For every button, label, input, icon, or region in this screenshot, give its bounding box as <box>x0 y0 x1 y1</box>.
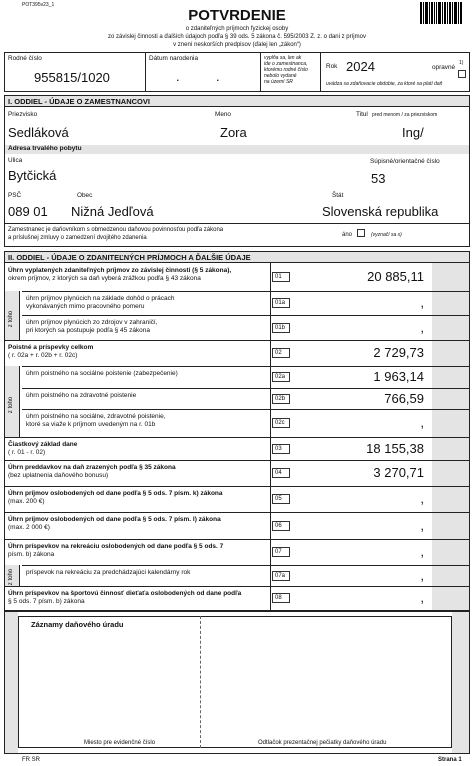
row-code-02c: 02c <box>272 418 290 428</box>
row-code-08: 08 <box>272 593 290 603</box>
row-divider <box>4 512 470 513</box>
row-label-line: ( r. 02a + r. 02b + r. 02c) <box>8 352 78 359</box>
row-label-line: úhrn príjmov plynúcich zo zdrojov v zahraničí, <box>26 319 158 326</box>
corrected-checkbox[interactable] <box>458 70 466 78</box>
treaty-yes-label: áno <box>342 232 353 238</box>
row-label <box>26 413 165 429</box>
row-label <box>8 441 77 457</box>
row-code-02: 02 <box>272 348 290 358</box>
office-records-box <box>18 616 452 748</box>
row-value-02c[interactable]: , <box>420 415 424 430</box>
row-label-line: Úhrn príspevkov na športovú činnosť dieťaťa oslobodených od dane podľa <box>8 590 242 597</box>
row-label-line: ( r. 01 - r. 02) <box>8 449 46 456</box>
income-row-13 <box>4 586 470 610</box>
city-label: Obec <box>77 192 93 199</box>
row-label <box>26 569 190 577</box>
degree-sublabel: pred menom / za priezviskom <box>372 112 438 118</box>
section-2-title: II. ODDIEL - ÚDAJE O ZDANITEĽNÝCH PRÍJMOCH A ĎALŠIE ÚDAJE <box>8 253 251 262</box>
corrected-mark: 1) <box>459 60 464 66</box>
income-row-12 <box>4 565 470 586</box>
income-row-3 <box>4 340 470 366</box>
row-label <box>8 590 241 606</box>
row-label <box>8 267 231 283</box>
row-label <box>26 319 158 335</box>
row-label-line: písm. b) zákona <box>8 551 55 558</box>
row-divider <box>4 437 470 438</box>
place-label: Miesto pre evidenčné číslo <box>84 740 156 746</box>
income-row-10 <box>4 512 470 539</box>
row-label <box>8 490 223 506</box>
row-value-04[interactable]: 3 270,71 <box>373 465 424 480</box>
section-1-title: I. ODDIEL - ÚDAJE O ZAMESTNANCOVI <box>8 97 150 106</box>
row-label <box>8 344 93 360</box>
surname-label: Priezvisko <box>8 111 38 118</box>
row-label-line: Úhrn príspevkov na rekreáciu oslobodených od dane podľa § 5 ods. 7 <box>8 543 224 550</box>
row-code-07a: 07a <box>272 571 290 581</box>
name-label: Meno <box>215 111 231 118</box>
row-code-01a: 01a <box>272 298 290 308</box>
country-value[interactable]: Slovenská republika <box>322 204 439 219</box>
treaty-line-1: Zamestnanec je daňovníkom s obmedzenou daňovou povinnosťou podľa zákona <box>8 227 224 233</box>
row-divider <box>4 340 470 341</box>
income-row-4 <box>4 366 470 388</box>
stamp-label: Odtlačok prezentačnej pečiatky daňového úradu <box>258 740 387 746</box>
income-row-0 <box>4 263 470 291</box>
treaty-hint: (vyznačí sa x) <box>371 232 402 238</box>
row-divider <box>22 565 470 566</box>
row-label-line: Poistné a príspevky celkom <box>8 344 94 351</box>
row-label-line: úhrn poistného na sociálne, zdravotné poistenie, <box>26 413 166 420</box>
street-value[interactable]: Bytčická <box>8 168 57 183</box>
row-divider <box>4 586 470 587</box>
row-divider <box>4 460 470 461</box>
side-label-1: z toho <box>8 310 14 328</box>
row-label <box>26 392 136 400</box>
row-divider <box>22 315 470 316</box>
side-label-3: z toho <box>8 568 14 586</box>
row-value-01a[interactable]: , <box>420 295 424 310</box>
row-label-line: § 5 ods. 7 písm. b) zákona <box>8 598 85 605</box>
office-title: Záznamy daňového úradu <box>31 620 124 629</box>
row-code-05: 05 <box>272 494 290 504</box>
birth-date-dot-1[interactable]: . <box>176 69 180 84</box>
surname-value[interactable]: Sedláková <box>8 125 69 140</box>
year-label: Rok <box>326 63 338 70</box>
row-divider <box>22 366 470 367</box>
row-value-02a[interactable]: 1 963,14 <box>373 369 424 384</box>
row-label <box>8 543 223 559</box>
row-value-02[interactable]: 2 729,73 <box>373 345 424 360</box>
row-label <box>26 295 175 311</box>
row-value-07a[interactable]: , <box>420 568 424 583</box>
treaty-checkbox[interactable] <box>357 229 365 237</box>
year-value[interactable]: 2024 <box>346 59 375 74</box>
address-label: Adresa trvalého pobytu <box>8 145 82 152</box>
zip-label: PSČ <box>8 192 22 199</box>
row-divider <box>22 409 470 410</box>
row-value-03[interactable]: 18 155,38 <box>366 441 424 456</box>
row-label-line: Úhrn príjmov oslobodených od dane podľa § 5 ods. 7 písm. k) zákona <box>8 490 223 497</box>
income-row-8 <box>4 460 470 486</box>
row-value-02b[interactable]: 766,59 <box>384 391 424 406</box>
page-number: Strana 1 <box>438 757 462 763</box>
year-note: uvádza sa zdaňovacie obdobie, za ktoré sa platí daň <box>326 81 443 87</box>
income-row-11 <box>4 539 470 565</box>
row-label-line: Úhrn preddavkov na daň zrazených podľa § 35 zákona <box>8 464 176 471</box>
subtitle-line-1: o zdaniteľných príjmoch fyzickej osoby <box>185 26 289 32</box>
side-label-2: z toho <box>8 396 14 414</box>
row-label-line: príspevok na rekreáciu za predchádzajúci kalendárny rok <box>26 569 191 576</box>
row-label-line: Čiastkový základ dane <box>8 441 78 448</box>
house-number-label: Súpisné/orientačné číslo <box>370 158 440 165</box>
row-value-08[interactable]: , <box>420 590 424 605</box>
row-code-04: 04 <box>272 468 290 478</box>
income-row-9 <box>4 486 470 512</box>
form-code: POT395v23_1 <box>22 2 55 8</box>
row-label <box>26 370 178 378</box>
row-code-02b: 02b <box>272 394 290 404</box>
degree-value[interactable]: Ing/ <box>402 125 424 140</box>
row-label <box>8 464 176 480</box>
row-value-01[interactable]: 20 885,11 <box>367 269 424 284</box>
zip-value[interactable]: 089 01 <box>8 204 48 219</box>
birth-date-label: Dátum narodenia <box>149 55 199 62</box>
birth-date-dot-2[interactable]: . <box>216 69 220 84</box>
income-row-7 <box>4 437 470 460</box>
footer-code: FR SR <box>22 757 40 763</box>
row-value-07[interactable]: , <box>420 544 424 559</box>
row-code-03: 03 <box>272 444 290 454</box>
row-divider <box>4 486 470 487</box>
foreign-note: vyplňa sa, len ak ide o zamestnanca, ktorému rodné číslo nebolo vydané na území SR <box>264 55 308 85</box>
corrected-label: opravné <box>432 64 456 71</box>
row-label-line: (max. 2 000 €) <box>8 524 50 531</box>
row-label-line: (max. 200 €) <box>8 498 45 505</box>
income-row-6 <box>4 409 470 437</box>
row-label-line: vykonávaných mimo pracovného pomeru <box>26 303 145 310</box>
row-divider <box>22 291 470 292</box>
subtitle-line-2: zo závislej činnosti a ďalších údajoch podľa § 39 ods. 5 zákona č. 595/2003 Z. z. o dani z príjmov <box>108 34 366 40</box>
row-code-06: 06 <box>272 521 290 531</box>
row-label-line: Úhrn príjmov oslobodených od dane podľa § 5 ods. 7 písm. l) zákona <box>8 516 221 523</box>
city-value[interactable]: Nižná Jedľová <box>71 204 154 219</box>
row-label-line: pri ktorých sa postupuje podľa § 45 zákona <box>26 327 151 334</box>
row-label-line: úhrn príjmov plynúcich na základe dohôd o prácach <box>26 295 175 302</box>
row-code-02a: 02a <box>272 372 290 382</box>
birth-number-label: Rodné číslo <box>8 55 42 62</box>
row-value-06[interactable]: , <box>420 518 424 533</box>
degree-label: Titul <box>356 111 368 118</box>
income-row-2 <box>4 315 470 340</box>
row-value-05[interactable]: , <box>420 491 424 506</box>
row-label-line: okrem príjmov, z ktorých sa daň vyberá zrážkou podľa § 43 zákona <box>8 275 201 282</box>
row-label-line: ktoré sa viaže k príjmom uvedeným na r. 01b <box>26 421 156 428</box>
form-title: POTVRDENIE <box>188 7 286 24</box>
income-row-5 <box>4 388 470 409</box>
name-value[interactable]: Zora <box>220 125 247 140</box>
row-label-line: Úhrn vyplatených zdaniteľných príjmov zo závislej činnosti (§ 5 zákona), <box>8 267 232 274</box>
row-label <box>8 516 221 532</box>
row-divider <box>4 539 470 540</box>
birth-number[interactable]: 955815/1020 <box>34 70 110 85</box>
row-code-07: 07 <box>272 547 290 557</box>
row-code-01b: 01b <box>272 323 290 333</box>
country-label: Štát <box>332 192 344 199</box>
row-code-01: 01 <box>272 272 290 282</box>
treaty-line-2: a príslušnej zmluvy o zamedzení dvojitého zdanenia <box>8 235 147 241</box>
subtitle-line-3: v znení neskorších predpisov (ďalej len „zákon“) <box>173 42 301 48</box>
street-label: Ulica <box>8 157 23 164</box>
row-label-line: úhrn poistného na zdravotné poistenie <box>26 392 137 399</box>
row-label-line: (bez uplatnenia daňového bonusu) <box>8 472 109 479</box>
house-number-value[interactable]: 53 <box>371 171 386 186</box>
row-value-01b[interactable]: , <box>420 320 424 335</box>
income-row-1 <box>4 291 470 315</box>
sub-row-band <box>5 366 19 388</box>
row-divider <box>22 388 470 389</box>
row-label-line: úhrn poistného na sociálne poistenie (zabezpečenie) <box>26 370 178 377</box>
